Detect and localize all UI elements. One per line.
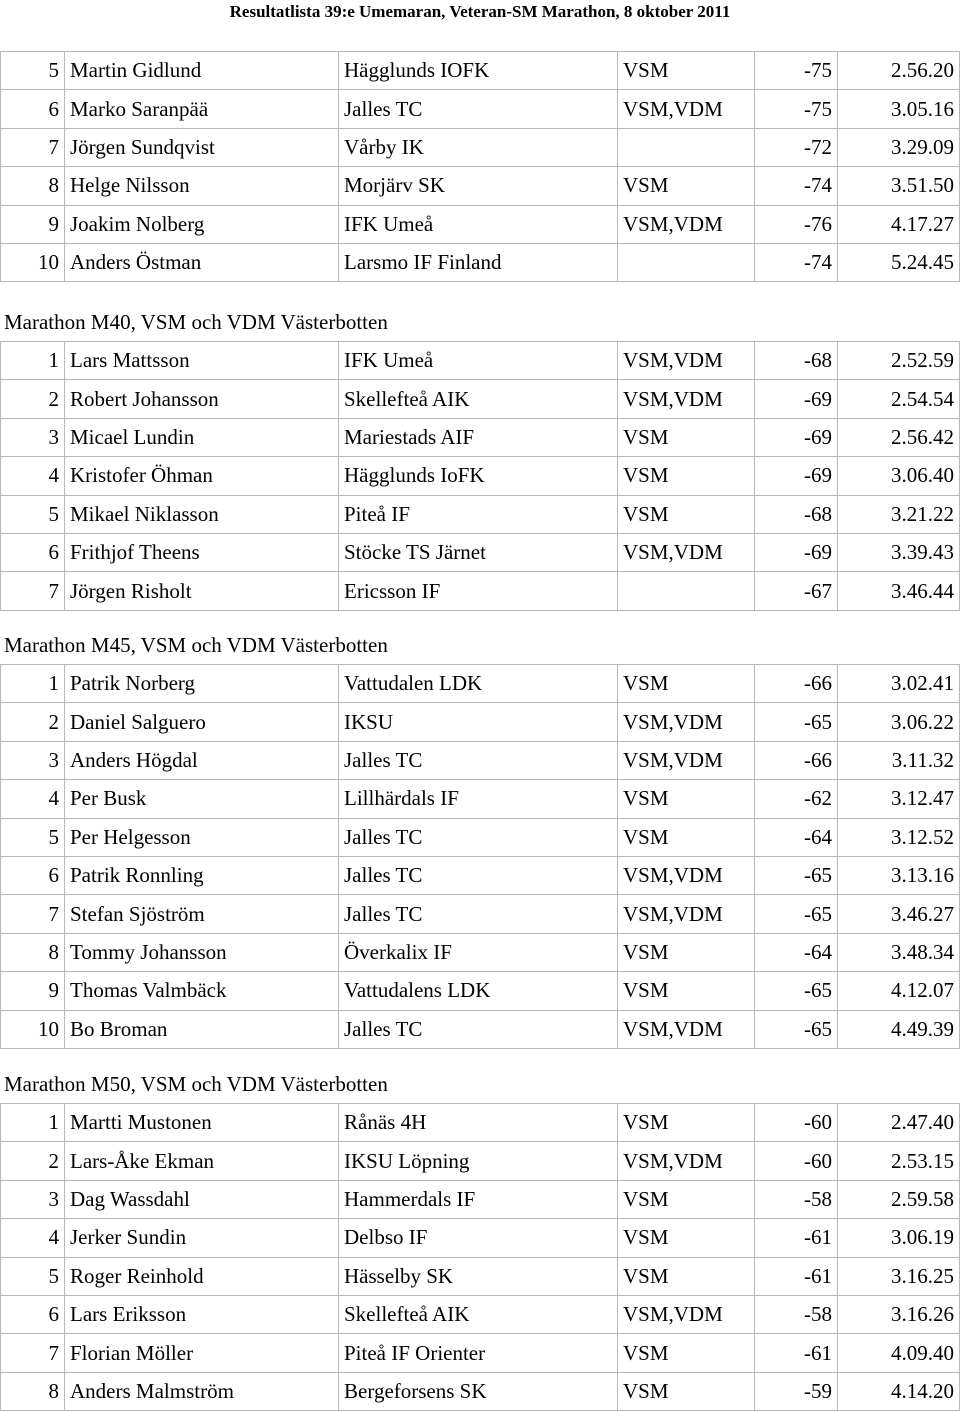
name-cell: Anders Högdal: [65, 741, 339, 779]
name-cell: Mikael Niklasson: [65, 495, 339, 533]
year-cell: -74: [755, 167, 838, 205]
time-cell: 3.16.26: [838, 1295, 960, 1333]
name-cell: Anders Malmström: [65, 1372, 339, 1410]
place-cell: 5: [1, 495, 65, 533]
year-cell: -69: [755, 533, 838, 571]
time-cell: 3.12.52: [838, 818, 960, 856]
name-cell: Martti Mustonen: [65, 1104, 339, 1142]
section-title: Marathon M40, VSM och VDM Västerbotten: [4, 310, 388, 334]
name-cell: Daniel Salguero: [65, 703, 339, 741]
place-cell: 6: [1, 90, 65, 128]
place-cell: 5: [1, 1257, 65, 1295]
table-row: [1, 572, 960, 610]
time-cell: 3.39.43: [838, 533, 960, 571]
year-cell: -65: [755, 972, 838, 1010]
place-cell: 3: [1, 418, 65, 456]
year-cell: -65: [755, 703, 838, 741]
name-cell: Jörgen Sundqvist: [65, 128, 339, 166]
club-cell: Vattudalen LDK: [339, 665, 618, 703]
time-cell: 3.46.27: [838, 895, 960, 933]
club-cell: Jalles TC: [339, 741, 618, 779]
club-cell: Jalles TC: [339, 895, 618, 933]
place-cell: 6: [1, 1295, 65, 1333]
class-cell: [618, 572, 755, 610]
table-row: [1, 780, 960, 818]
class-cell: VSM: [618, 665, 755, 703]
year-cell: -66: [755, 741, 838, 779]
year-cell: -65: [755, 895, 838, 933]
results-table: [0, 664, 960, 1049]
table-row: [1, 1010, 960, 1048]
table-row: [1, 418, 960, 456]
time-cell: 3.12.47: [838, 780, 960, 818]
page-title: Resultatlista 39:e Umemaran, Veteran-SM Marathon, 8 oktober 2011: [229, 2, 731, 21]
club-cell: Jalles TC: [339, 1010, 618, 1048]
results-section: [0, 1065, 960, 1411]
year-cell: -60: [755, 1104, 838, 1142]
name-cell: Joakim Nolberg: [65, 205, 339, 243]
place-cell: 2: [1, 1142, 65, 1180]
year-cell: -64: [755, 818, 838, 856]
class-cell: VSM,VDM: [618, 533, 755, 571]
club-cell: Hägglunds IOFK: [339, 52, 618, 90]
club-cell: Bergeforsens SK: [339, 1372, 618, 1410]
name-cell: Jörgen Risholt: [65, 572, 339, 610]
table-row: [1, 1295, 960, 1333]
year-cell: -72: [755, 128, 838, 166]
year-cell: -64: [755, 933, 838, 971]
time-cell: 4.09.40: [838, 1334, 960, 1372]
time-cell: 3.02.41: [838, 665, 960, 703]
year-cell: -75: [755, 52, 838, 90]
table-row: [1, 167, 960, 205]
name-cell: Kristofer Öhman: [65, 457, 339, 495]
name-cell: Marko Saranpää: [65, 90, 339, 128]
class-cell: VSM,VDM: [618, 741, 755, 779]
place-cell: 1: [1, 1104, 65, 1142]
table-row: [1, 1142, 960, 1180]
name-cell: Jerker Sundin: [65, 1219, 339, 1257]
time-cell: 3.11.32: [838, 741, 960, 779]
club-cell: IFK Umeå: [339, 342, 618, 380]
club-cell: Larsmo IF Finland: [339, 243, 618, 281]
name-cell: Per Busk: [65, 780, 339, 818]
place-cell: 8: [1, 933, 65, 971]
club-cell: Jalles TC: [339, 818, 618, 856]
club-cell: Hägglunds IoFK: [339, 457, 618, 495]
club-cell: Piteå IF: [339, 495, 618, 533]
club-cell: Mariestads AIF: [339, 418, 618, 456]
table-row: [1, 741, 960, 779]
year-cell: -61: [755, 1257, 838, 1295]
class-cell: VSM: [618, 418, 755, 456]
table-row: [1, 457, 960, 495]
time-cell: 2.54.54: [838, 380, 960, 418]
name-cell: Tommy Johansson: [65, 933, 339, 971]
class-cell: VSM,VDM: [618, 380, 755, 418]
year-cell: -69: [755, 380, 838, 418]
name-cell: Lars-Åke Ekman: [65, 1142, 339, 1180]
place-cell: 4: [1, 457, 65, 495]
time-cell: 3.05.16: [838, 90, 960, 128]
place-cell: 6: [1, 533, 65, 571]
time-cell: 3.21.22: [838, 495, 960, 533]
year-cell: -74: [755, 243, 838, 281]
year-cell: -66: [755, 665, 838, 703]
time-cell: 2.52.59: [838, 342, 960, 380]
name-cell: Micael Lundin: [65, 418, 339, 456]
time-cell: 4.14.20: [838, 1372, 960, 1410]
year-cell: -58: [755, 1180, 838, 1218]
time-cell: 3.16.25: [838, 1257, 960, 1295]
table-row: [1, 90, 960, 128]
place-cell: 4: [1, 780, 65, 818]
class-cell: VSM: [618, 1219, 755, 1257]
table-row: [1, 205, 960, 243]
name-cell: Florian Möller: [65, 1334, 339, 1372]
class-cell: VSM: [618, 457, 755, 495]
time-cell: 3.51.50: [838, 167, 960, 205]
table-row: [1, 1219, 960, 1257]
time-cell: 3.29.09: [838, 128, 960, 166]
table-row: [1, 128, 960, 166]
class-cell: VSM,VDM: [618, 895, 755, 933]
class-cell: VSM: [618, 780, 755, 818]
class-cell: VSM: [618, 1104, 755, 1142]
results-table: [0, 1103, 960, 1411]
name-cell: Dag Wassdahl: [65, 1180, 339, 1218]
class-cell: VSM,VDM: [618, 90, 755, 128]
club-cell: Vattudalens LDK: [339, 972, 618, 1010]
class-cell: VSM: [618, 1372, 755, 1410]
time-cell: 3.13.16: [838, 856, 960, 894]
place-cell: 5: [1, 818, 65, 856]
table-row: [1, 856, 960, 894]
place-cell: 7: [1, 895, 65, 933]
class-cell: VSM,VDM: [618, 1010, 755, 1048]
time-cell: 4.49.39: [838, 1010, 960, 1048]
place-cell: 10: [1, 1010, 65, 1048]
name-cell: Patrik Ronnling: [65, 856, 339, 894]
club-cell: Lillhärdals IF: [339, 780, 618, 818]
time-cell: 3.06.19: [838, 1219, 960, 1257]
class-cell: VSM: [618, 972, 755, 1010]
name-cell: Robert Johansson: [65, 380, 339, 418]
name-cell: Frithjof Theens: [65, 533, 339, 571]
table-row: [1, 495, 960, 533]
place-cell: 1: [1, 665, 65, 703]
results-section: [0, 303, 960, 611]
place-cell: 8: [1, 167, 65, 205]
year-cell: -68: [755, 342, 838, 380]
table-row: [1, 1257, 960, 1295]
time-cell: 3.06.22: [838, 703, 960, 741]
club-cell: Delbso IF: [339, 1219, 618, 1257]
name-cell: Patrik Norberg: [65, 665, 339, 703]
class-cell: VSM: [618, 1334, 755, 1372]
class-cell: VSM,VDM: [618, 342, 755, 380]
place-cell: 10: [1, 243, 65, 281]
club-cell: Stöcke TS Järnet: [339, 533, 618, 571]
class-cell: VSM: [618, 933, 755, 971]
class-cell: VSM,VDM: [618, 205, 755, 243]
table-row: [1, 703, 960, 741]
place-cell: 8: [1, 1372, 65, 1410]
time-cell: 2.59.58: [838, 1180, 960, 1218]
time-cell: 5.24.45: [838, 243, 960, 281]
table-row: [1, 818, 960, 856]
table-row: [1, 933, 960, 971]
name-cell: Thomas Valmbäck: [65, 972, 339, 1010]
year-cell: -59: [755, 1372, 838, 1410]
table-row: [1, 243, 960, 281]
table-row: [1, 380, 960, 418]
results-section: [0, 51, 960, 282]
class-cell: [618, 243, 755, 281]
name-cell: Martin Gidlund: [65, 52, 339, 90]
place-cell: 2: [1, 703, 65, 741]
class-cell: [618, 128, 755, 166]
club-cell: Ericsson IF: [339, 572, 618, 610]
name-cell: Per Helgesson: [65, 818, 339, 856]
table-row: [1, 1180, 960, 1218]
place-cell: 2: [1, 380, 65, 418]
club-cell: Skellefteå AIK: [339, 380, 618, 418]
section-title: Marathon M50, VSM och VDM Västerbotten: [4, 1072, 388, 1096]
time-cell: 3.06.40: [838, 457, 960, 495]
year-cell: -69: [755, 457, 838, 495]
club-cell: Hässelby SK: [339, 1257, 618, 1295]
table-row: [1, 533, 960, 571]
club-cell: Vårby IK: [339, 128, 618, 166]
year-cell: -65: [755, 1010, 838, 1048]
club-cell: IKSU: [339, 703, 618, 741]
place-cell: 3: [1, 1180, 65, 1218]
club-cell: IFK Umeå: [339, 205, 618, 243]
results-section: [0, 626, 960, 1049]
table-row: [1, 1334, 960, 1372]
club-cell: IKSU Löpning: [339, 1142, 618, 1180]
table-row: [1, 972, 960, 1010]
time-cell: 2.56.42: [838, 418, 960, 456]
table-row: [1, 342, 960, 380]
year-cell: -68: [755, 495, 838, 533]
class-cell: VSM,VDM: [618, 1295, 755, 1333]
table-row: [1, 895, 960, 933]
time-cell: 2.47.40: [838, 1104, 960, 1142]
table-row: [1, 1372, 960, 1410]
year-cell: -67: [755, 572, 838, 610]
club-cell: Hammerdals IF: [339, 1180, 618, 1218]
year-cell: -65: [755, 856, 838, 894]
place-cell: 6: [1, 856, 65, 894]
class-cell: VSM: [618, 495, 755, 533]
class-cell: VSM,VDM: [618, 1142, 755, 1180]
time-cell: 2.56.20: [838, 52, 960, 90]
name-cell: Bo Broman: [65, 1010, 339, 1048]
results-table: [0, 51, 960, 282]
time-cell: 3.48.34: [838, 933, 960, 971]
table-row: [1, 1104, 960, 1142]
place-cell: 4: [1, 1219, 65, 1257]
year-cell: -69: [755, 418, 838, 456]
section-title: Marathon M45, VSM och VDM Västerbotten: [4, 633, 388, 657]
club-cell: Morjärv SK: [339, 167, 618, 205]
year-cell: -61: [755, 1334, 838, 1372]
place-cell: 5: [1, 52, 65, 90]
year-cell: -58: [755, 1295, 838, 1333]
name-cell: Lars Eriksson: [65, 1295, 339, 1333]
table-row: [1, 52, 960, 90]
time-cell: 4.12.07: [838, 972, 960, 1010]
name-cell: Lars Mattsson: [65, 342, 339, 380]
class-cell: VSM: [618, 1257, 755, 1295]
name-cell: Helge Nilsson: [65, 167, 339, 205]
place-cell: 7: [1, 1334, 65, 1372]
year-cell: -60: [755, 1142, 838, 1180]
place-cell: 3: [1, 741, 65, 779]
name-cell: Stefan Sjöström: [65, 895, 339, 933]
year-cell: -75: [755, 90, 838, 128]
club-cell: Jalles TC: [339, 856, 618, 894]
place-cell: 7: [1, 128, 65, 166]
class-cell: VSM: [618, 167, 755, 205]
class-cell: VSM: [618, 818, 755, 856]
name-cell: Anders Östman: [65, 243, 339, 281]
class-cell: VSM,VDM: [618, 856, 755, 894]
place-cell: 7: [1, 572, 65, 610]
club-cell: Piteå IF Orienter: [339, 1334, 618, 1372]
place-cell: 9: [1, 205, 65, 243]
place-cell: 1: [1, 342, 65, 380]
time-cell: 2.53.15: [838, 1142, 960, 1180]
class-cell: VSM,VDM: [618, 703, 755, 741]
place-cell: 9: [1, 972, 65, 1010]
results-table: [0, 341, 960, 611]
time-cell: 4.17.27: [838, 205, 960, 243]
class-cell: VSM: [618, 1180, 755, 1218]
club-cell: Rånäs 4H: [339, 1104, 618, 1142]
club-cell: Skellefteå AIK: [339, 1295, 618, 1333]
year-cell: -62: [755, 780, 838, 818]
year-cell: -76: [755, 205, 838, 243]
table-row: [1, 665, 960, 703]
name-cell: Roger Reinhold: [65, 1257, 339, 1295]
club-cell: Jalles TC: [339, 90, 618, 128]
year-cell: -61: [755, 1219, 838, 1257]
club-cell: Överkalix IF: [339, 933, 618, 971]
class-cell: VSM: [618, 52, 755, 90]
time-cell: 3.46.44: [838, 572, 960, 610]
